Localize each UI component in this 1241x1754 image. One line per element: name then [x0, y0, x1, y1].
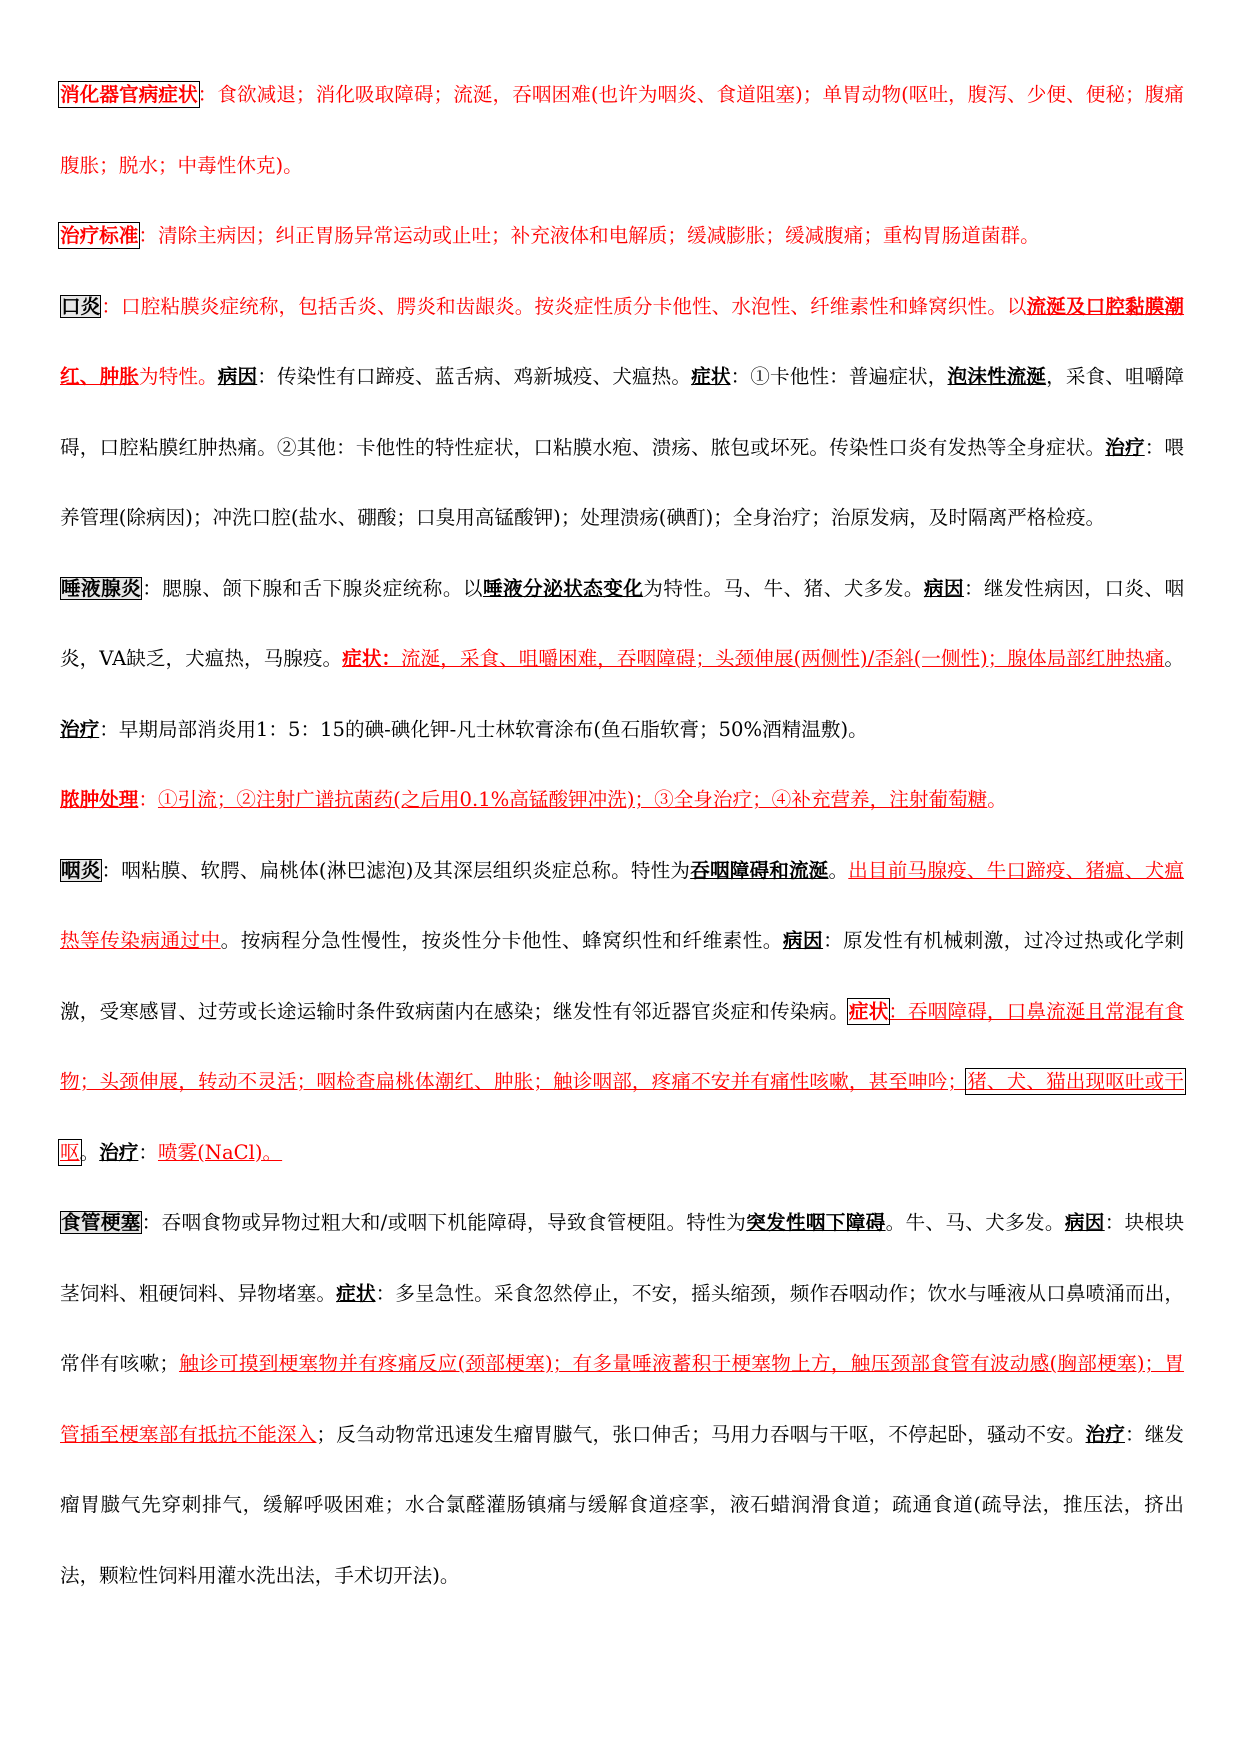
text-pharyngitis-9: 。: [79, 1140, 100, 1164]
text-abscess-colon: ：: [138, 788, 158, 811]
text-salivary-1: ：腮腺、颌下腺和舌下腺炎症统称。以: [142, 576, 483, 600]
text-salivary-7: ：早期局部消炎用1：5：15的碘-碘化钾-凡士林软膏涂布(鱼石脂软膏；50%酒精温敷)。: [99, 717, 868, 741]
text-pharyngitis-11: 喷雾(NaCl)。: [157, 1140, 283, 1164]
section-treatment-standard: [60, 201, 1184, 272]
text-pharyngitis-5: 。按病程分急性慢性，按炎性分卡他性、蜂窝织性和纤维素性。: [220, 929, 783, 952]
text-pharyngitis-1: ：咽粘膜、软腭、扁桃体(淋巴滤泡)及其深层组织炎症总称。特性为: [101, 858, 691, 882]
label-abscess-treatment: 脓肿处理: [60, 788, 139, 811]
text-pharyngitis-3: 。: [828, 858, 849, 882]
text-stomatitis-5: ：①卡他性：普遍症状，: [730, 365, 948, 388]
heading-stomatitis: 口炎: [61, 294, 101, 318]
text-esophagus-4: ：块根块茎饲料、粗硬饲料、异物堵塞。: [60, 1211, 1185, 1305]
label-esophagus-cause: 病因: [1064, 1211, 1105, 1234]
text-stomatitis-7: ，采食、咀嚼障碍，口腔粘膜红肿热痛。②其他：卡他性的特性症状，口粘膜水疱、溃疡、脓包或坏死。传染性口炎有发热等全身症状。: [60, 365, 1185, 459]
label-esophagus-treatment: 治疗: [1085, 1422, 1125, 1446]
text-esophagus-8: ：继发瘤胃臌气先穿刺排气，缓解呼吸困难；水合氯醛灌肠镇痛与缓解食道痉挛，液石蜡润滑食道；疏通食道(疏导法，推压法，挤出法，颗粒性饲料用灌水洗出法，手术切开法)。: [60, 1422, 1185, 1587]
text-esophagus-2: 突发性咽下障碍: [746, 1211, 886, 1234]
text-esophagus-3: 。牛、马、犬多发。: [885, 1211, 1065, 1234]
label-stomatitis-cause: 病因: [217, 365, 258, 388]
label-stomatitis-treatment: 治疗: [1105, 435, 1145, 459]
heading-esophageal-obstruction: 食管梗塞: [61, 1211, 141, 1234]
section-pharyngitis: [60, 836, 1184, 1189]
text-pharyngitis-8: 猪、犬、猫出现呕吐或干呕: [60, 1070, 1184, 1164]
text-pharyngitis-10: ：: [138, 1140, 158, 1164]
text-stomatitis-8: ：喂养管理(除病因)；冲洗口腔(盐水、硼酸；口臭用高锰酸钾)；处理溃疡(碘酊)；全身治疗；治原发病，及时隔离严格检疫。: [60, 435, 1185, 529]
text-salivary-2: 唾液分泌状态变化: [482, 576, 644, 600]
heading-pharyngitis: 咽炎: [61, 858, 101, 882]
text-pharyngitis-4: 出目前马腺疫、牛口蹄疫、猪瘟、犬瘟热等传染病通过中: [60, 858, 1185, 952]
text-esophagus-1: ：吞咽食物或异物过粗大和/或咽下机能障碍，导致食管梗阻。特性为: [141, 1211, 747, 1234]
heading-treatment-standard: 治疗标准: [60, 224, 139, 247]
heading-digestive-symptoms: 消化器官病症状: [60, 83, 198, 106]
label-esophagus-symptoms: 症状: [336, 1281, 376, 1305]
section-salivary-gland: [60, 554, 1184, 836]
heading-salivary-gland: 唾液腺炎: [61, 576, 142, 600]
text-stomatitis-1: ：口腔粘膜炎症统称，包括舌炎、腭炎和齿龈炎。按炎症性质分卡他性、水泡性、纤维素性和蜂窝织性。以: [101, 294, 1027, 318]
text-abscess-end: 。: [987, 788, 1007, 811]
text-abscess-steps: ①引流；②注射广谱抗菌药(之后用0.1%高锰酸钾冲洗)；③全身治疗；④补充营养，注射葡萄糖: [157, 788, 988, 811]
text-salivary-6: 。: [1164, 647, 1184, 670]
text-treatment-standard: ：清除主病因；纠正胃肠异常运动或止吐；补充液体和电解质；缓减膨胀；缓减腹痛；重构胃肠道菌群。: [138, 224, 1040, 247]
label-pharyngitis-cause: 病因: [782, 929, 824, 952]
text-esophagus-6: 触诊可摸到梗塞物并有疼痛反应(颈部梗塞)；有多量唾液蓄积于梗塞物上方，触压颈部食管有波动感(胸部梗塞)；胃管插至梗塞部有抵抗不能深入: [60, 1352, 1185, 1446]
label-salivary-treatment: 治疗: [60, 717, 100, 741]
text-stomatitis-3: 为特性。: [138, 365, 218, 388]
text-pharyngitis-2: 吞咽障碍和流涎: [690, 858, 829, 882]
label-salivary-cause: 病因: [923, 576, 965, 600]
section-stomatitis: [60, 272, 1184, 554]
label-pharyngitis-treatment: 治疗: [99, 1140, 139, 1164]
text-digestive-symptoms: ：食欲减退；消化吸取障碍；流涎，吞咽困难(也许为咽炎、食道阻塞)；单胃动物(呕吐，腹泻、少便、便秘；腹痛腹胀；脱水；中毒性休克)。: [60, 83, 1184, 177]
section-digestive-symptoms: [60, 60, 1184, 201]
text-stomatitis-2: 流涎及口腔黏膜潮红、肿胀: [60, 294, 1185, 388]
text-pharyngitis-6: ：原发性有机械刺激，过冷过热或化学刺激，受寒感冒、过劳或长途运输时条件致病菌内在感染；继发性有邻近器官炎症和传染病。: [60, 929, 1185, 1023]
text-pharyngitis-7: ：吞咽障碍，口鼻流涎且常混有食物；头颈伸展，转动不灵活；咽检查扁桃体潮红、肿胀；触诊咽部，疼痛不安并有痛性咳嗽，甚至呻吟；: [60, 999, 1185, 1093]
text-esophagus-5: ：多呈急性。采食忽然停止，不安，摇头缩颈，频作吞咽动作；饮水与唾液从口鼻喷涌而出，常伴有咳嗽；: [60, 1281, 1185, 1375]
section-esophageal-obstruction: [60, 1188, 1184, 1611]
text-salivary-4: ：继发性病因，口炎、咽炎，VA缺乏，犬瘟热，马腺疫。: [60, 576, 1185, 670]
label-pharyngitis-symptoms: 症状: [848, 999, 889, 1023]
text-salivary-3: 为特性。马、牛、猪、犬多发。: [643, 576, 924, 600]
text-salivary-5: 流涎，采食、咀嚼困难，吞咽障碍；头颈伸展(两侧性)/歪斜(一侧性)；腺体局部红肿热痛: [401, 647, 1165, 670]
label-stomatitis-symptoms: 症状: [691, 365, 731, 388]
text-stomatitis-6: 泡沫性流涎: [947, 365, 1047, 388]
text-esophagus-7: ；反刍动物常迅速发生瘤胃臌气，张口伸舌；马用力吞咽与干呕，不停起卧，骚动不安。: [316, 1422, 1086, 1446]
text-stomatitis-4: ：传染性有口蹄疫、蓝舌病、鸡新城疫、犬瘟热。: [257, 365, 692, 388]
label-salivary-symptoms: 症状：: [342, 647, 401, 670]
document-body: [60, 60, 1184, 1611]
